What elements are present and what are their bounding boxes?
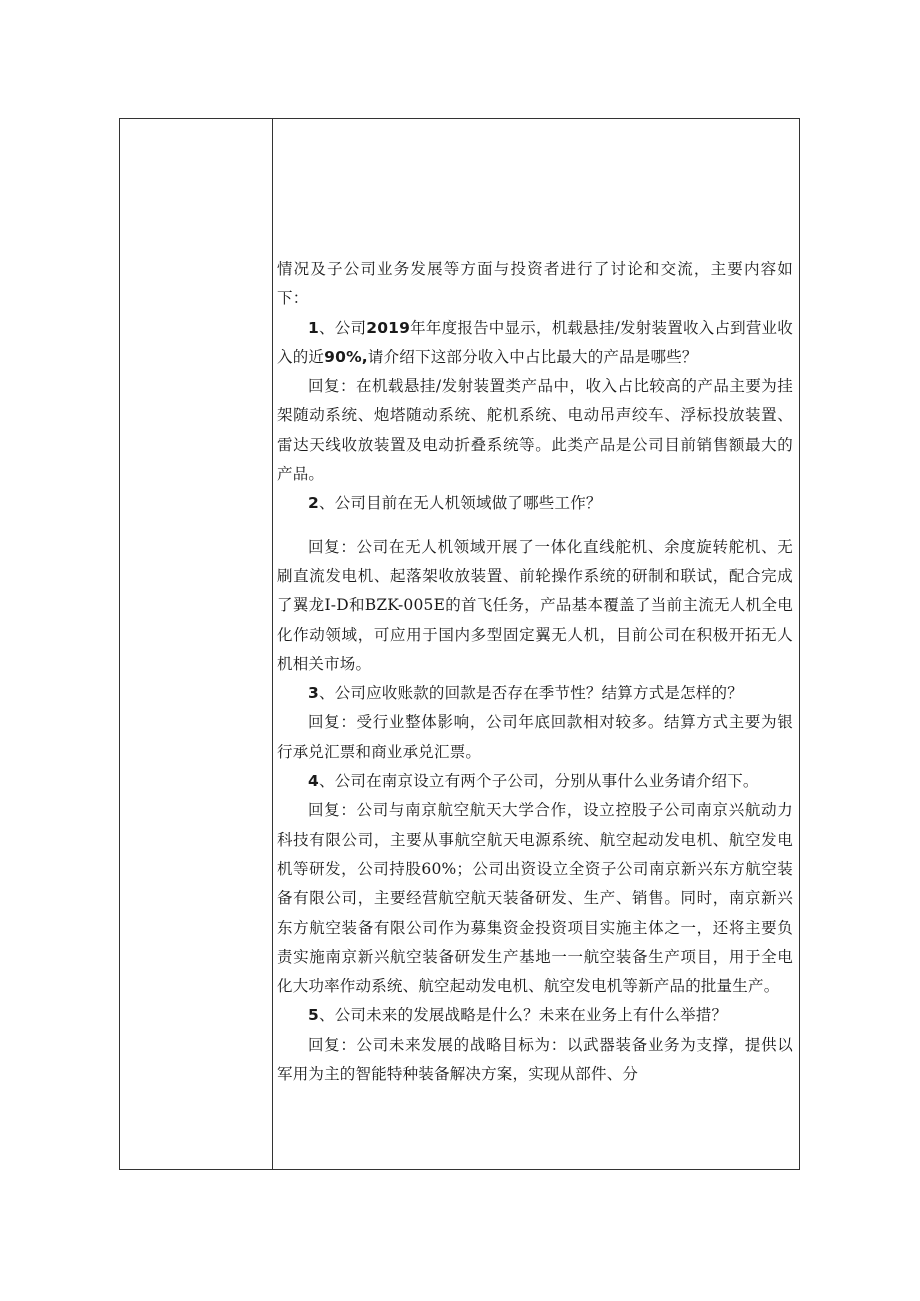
- question-5: 5、公司未来的发展战略是什么？未来在业务上有什么举措？: [308, 1006, 728, 1025]
- question-1: 1、公司2019年年度报告中显示，机载悬挂/发射装置收入占到营业收入的近90%,请介绍下这部分收入中占比最大的产品是哪些？: [277, 318, 793, 366]
- table-right-column: [273, 119, 799, 1169]
- answer-5: 回复：公司未来发展的战略目标为：以武器装备业务为支撑，提供以军用为主的智能特种装备解决方案，实现从部件、分: [277, 1035, 793, 1084]
- intro-paragraph: 情况及子公司业务发展等方面与投资者进行了讨论和交流，主要内容如下：: [277, 260, 793, 308]
- answer-4: 回复：公司与南京航空航天大学合作，设立控股子公司南京兴航动力科技有限公司，主要从事航空航天电源系统、航空起动发电机、航空发电机等研发，公司持股60%；公司出资设立全资子公司南京新兴东方航空装备有限公司，主要经营航空航天装备研发、生产、销售。同时，南京新兴东方航空装备有限公司作为募集资金投资项目实施主体之一，还将主要负责实施南京新兴航空装备研发生产基地一一航空装备生产项目，用于全电化大功率作动系统、航空起动发电机、航空发电机等新产品的批量生产。: [277, 801, 793, 996]
- document-table: [119, 118, 800, 1170]
- question-3: 3、公司应收账款的回款是否存在季节性？结算方式是怎样的？: [308, 684, 743, 703]
- answer-2: 回复：公司在无人机领域开展了一体化直线舵机、余度旋转舵机、无刷直流发电机、起落架收放装置、前轮操作系统的研制和联试，配合完成了翼龙I-D和BZK-005E的首飞任务，产品基本覆盖了当前主流无人机全电化作动领域，可应用于国内多型固定翼无人机，目前公司在积极开拓无人机相关市场。: [277, 537, 793, 673]
- content-body: [277, 255, 793, 1089]
- answer-3: 回复：受行业整体影响，公司年底回款相对较多。结算方式主要为银行承兑汇票和商业承兑汇票。: [277, 713, 793, 761]
- question-2: 2、公司目前在无人机领域做了哪些工作？: [308, 494, 602, 513]
- answer-1: 回复：在机载悬挂/发射装置类产品中，收入占比较高的产品主要为挂架随动系统、炮塔随动系统、舵机系统、电动吊声绞车、浮标投放装置、雷达天线收放装置及电动折叠系统等。此类产品是公司目前销售额最大的产品。: [277, 377, 793, 484]
- table-left-column: [120, 119, 273, 1169]
- question-4: 4、公司在南京设立有两个子公司，分别从事什么业务请介绍下。: [308, 772, 759, 791]
